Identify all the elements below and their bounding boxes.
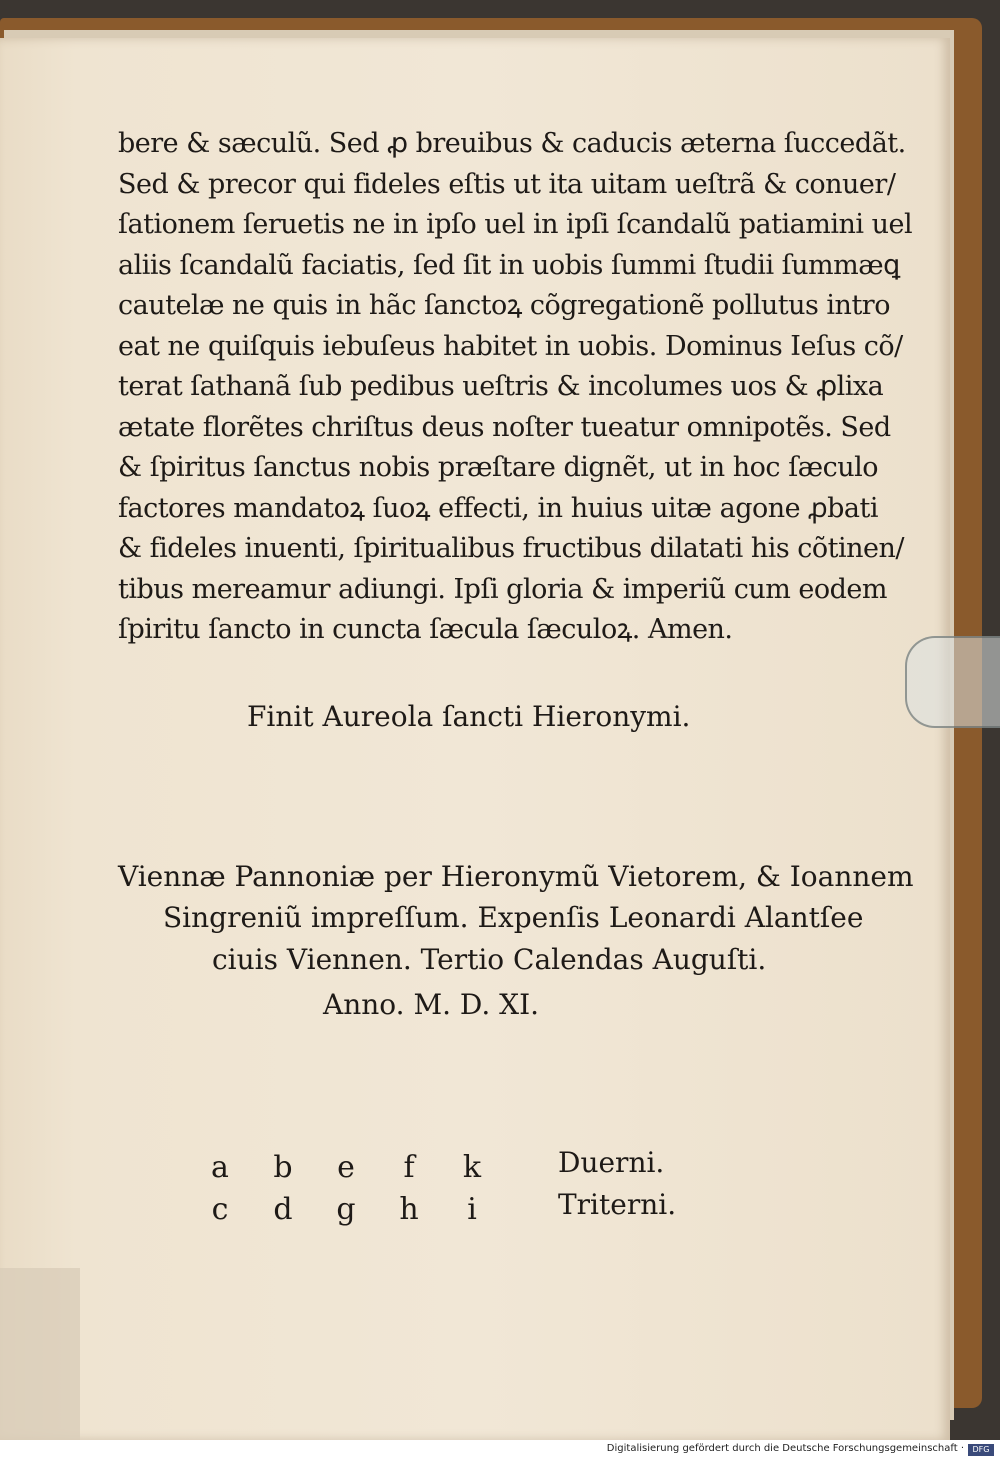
text-line: ſationem ſeruetis ne in ipſo uel in ipſi ſcandalũ patiamini uel bbox=[118, 209, 913, 240]
colophon-line: Singreniũ impreſſum. Expenſis Leonardi Alantſee bbox=[163, 901, 864, 934]
text-line: cautelæ ne quis in hãc ſanctoꝝ cõgregationẽ pollutus intro bbox=[118, 290, 890, 321]
text-line: tibus mereamur adiungi. Ipſi gloria & imperiũ cum eodem bbox=[118, 573, 887, 605]
signature-letter: f bbox=[403, 1150, 415, 1185]
signature-row bbox=[205, 1150, 487, 1185]
text-line: & ſpiritus ſanctus nobis præſtare dignẽt, ut in hoc ſæculo bbox=[118, 452, 878, 483]
text-line: ætate florẽtes chriſtus deus noſter tueatur omnipotẽs. Sed bbox=[118, 411, 891, 443]
text-line: Sed & precor qui fideles eſtis ut ita uitam ueſtrã & conuer/ bbox=[118, 168, 896, 200]
body-text bbox=[118, 124, 913, 651]
signature-letter: b bbox=[273, 1150, 293, 1185]
signature-letter: d bbox=[273, 1192, 293, 1227]
funding-credit: Digitalisierung gefördert durch die Deutsche Forschungsgemeinschaft · bbox=[606, 1443, 964, 1454]
signature-letter: a bbox=[211, 1150, 229, 1185]
register-triterni: Triterni. bbox=[558, 1188, 677, 1221]
page-damage bbox=[0, 1268, 80, 1440]
footer-bar bbox=[0, 1440, 1000, 1461]
signature-letter: k bbox=[462, 1150, 482, 1185]
explicit-line: Finit Aureola ſancti Hieronymi. bbox=[247, 700, 691, 733]
signature-row bbox=[205, 1192, 487, 1227]
signature-letter: h bbox=[399, 1192, 419, 1227]
signature-letter: g bbox=[336, 1192, 356, 1227]
text-line: & fideles inuenti, ſpiritualibus fructibus dilatati his cõtinen/ bbox=[118, 533, 905, 564]
colophon-line: ciuis Viennen. Tertio Calendas Auguſti. bbox=[212, 943, 767, 976]
colophon-line: Viennæ Pannoniæ per Hieronymũ Vietorem, & Ioannem bbox=[118, 860, 914, 893]
signature-letter: i bbox=[467, 1192, 477, 1227]
text-line: eat ne quiſquis iebuſeus habitet in uobis. Dominus Ieſus cõ/ bbox=[118, 330, 903, 362]
dfg-logo-icon: DFG bbox=[968, 1444, 994, 1456]
text-line: aliis ſcandalũ faciatis, ſed ſit in uobis ſummi ſtudii ſummæꝗ bbox=[118, 249, 900, 281]
colophon-line: Anno. M. D. XI. bbox=[323, 988, 540, 1021]
text-line: ſpiritu ſancto in cuncta ſæcula ſæculoꝝ. Amen. bbox=[118, 614, 733, 645]
clip-tab bbox=[905, 636, 1000, 728]
signature-letter: c bbox=[211, 1192, 229, 1227]
register-duerni: Duerni. bbox=[558, 1146, 665, 1179]
signature-letter: e bbox=[337, 1150, 355, 1185]
text-line: terat ſathanã ſub pedibus ueſtris & incolumes uos & ꝓlixa bbox=[118, 371, 884, 402]
text-line: bere & sæculũ. Sed ꝓ breuibus & caducis æterna ſuccedãt. bbox=[118, 128, 906, 159]
text-line: factores mandatoꝝ ſuoꝝ effecti, in huius uitæ agone ꝓbati bbox=[118, 492, 878, 524]
